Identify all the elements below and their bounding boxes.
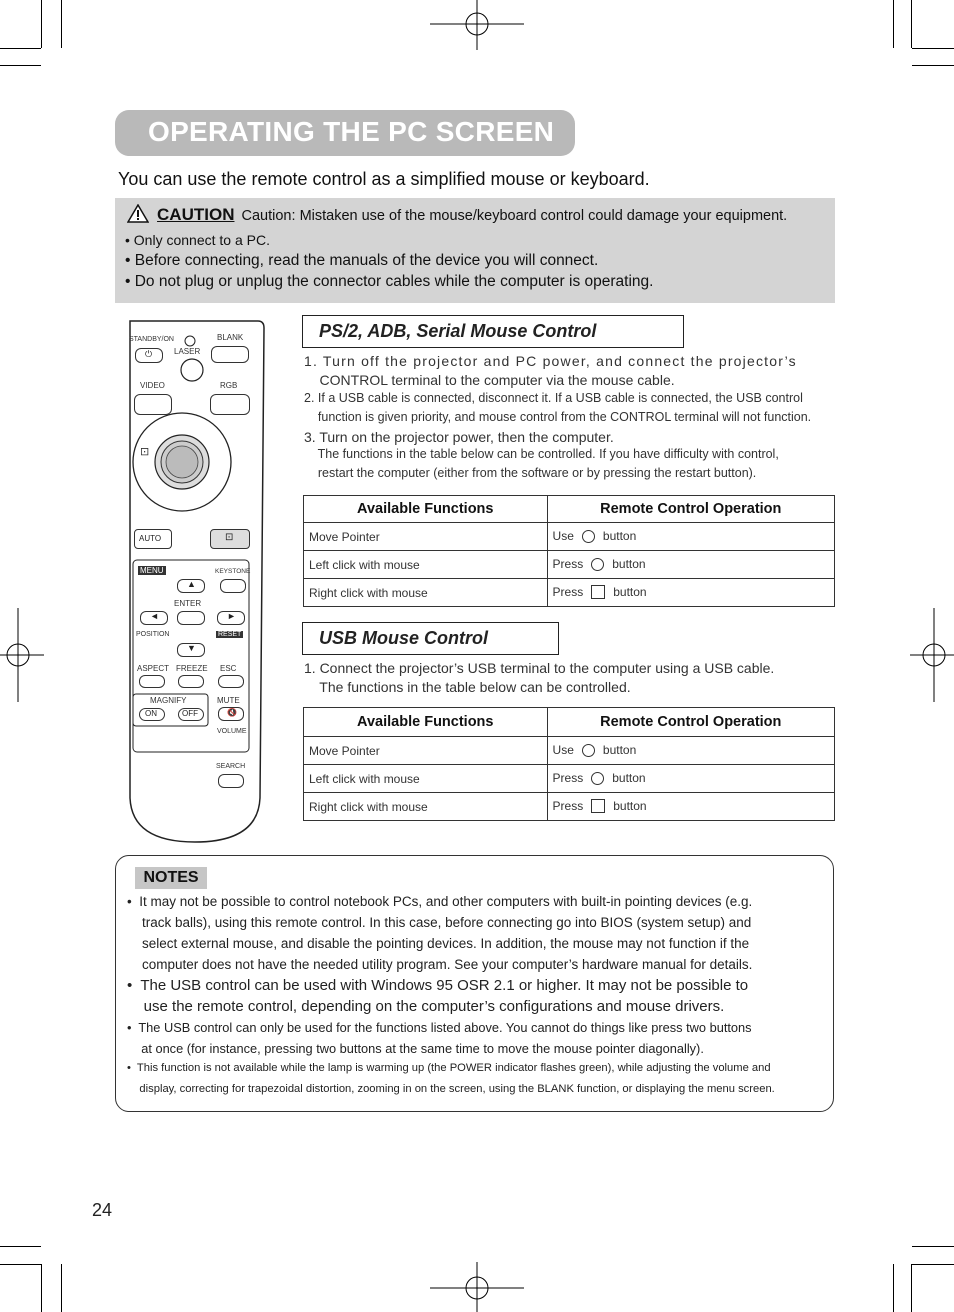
right-button[interactable] <box>217 611 245 625</box>
function-cell: Left click with mouse <box>304 765 548 793</box>
registration-mark-top <box>430 0 524 50</box>
auto-label: AUTO <box>139 534 162 543</box>
operation-suffix: button <box>613 585 647 600</box>
caution-heading: Caution: <box>241 208 296 224</box>
right-click-icon <box>591 799 605 813</box>
operation-suffix: button <box>602 529 637 544</box>
up-button[interactable] <box>177 579 205 593</box>
position-label: POSITION <box>136 631 170 638</box>
function-cell: Move Pointer <box>304 523 548 551</box>
mouse-joystick-icon <box>582 530 595 543</box>
video-label: VIDEO <box>140 381 165 390</box>
operation-suffix: button <box>602 743 637 758</box>
aspect-button[interactable] <box>139 675 165 688</box>
note-line: select external mouse, and disable the pointing devices. In addition, the mouse may not function if the <box>127 936 750 951</box>
esc-button[interactable] <box>218 675 244 688</box>
operation-verb: Use <box>552 529 574 544</box>
table-header: Available Functions <box>304 496 548 523</box>
operation-suffix: button <box>612 771 646 786</box>
triangle-down-icon: ▼ <box>187 643 196 653</box>
operation-suffix: button <box>613 799 647 814</box>
mouse-right-button[interactable] <box>210 529 250 549</box>
warning-triangle-icon <box>127 204 149 223</box>
operation-verb: Press <box>552 557 584 572</box>
left-button[interactable] <box>140 611 168 625</box>
caution-item: • Do not plug or unplug the connector cables while the computer is operating. <box>125 273 654 290</box>
function-cell: Right click with mouse <box>304 579 548 607</box>
mute-button[interactable] <box>218 707 244 721</box>
blank-button[interactable] <box>211 346 249 363</box>
page-number: 24 <box>92 1200 113 1220</box>
mouse-side-icon: ⊡ <box>140 446 150 458</box>
standby-button[interactable] <box>135 348 163 363</box>
magnify-on-button[interactable] <box>139 708 165 721</box>
search-label: SEARCH <box>216 763 246 770</box>
table-row <box>304 551 835 579</box>
usb-step-line: 1. Connect the projector’s USB terminal to the computer using a USB cable. <box>304 660 775 676</box>
usb-step-line: The functions in the table below can be controlled. <box>304 679 631 695</box>
note-line: computer does not have the needed utility program. See your computer’s hardware manual for details. <box>127 957 753 972</box>
note-line: • This function is not available while the lamp is warming up (the POWER indicator flashes green), while adjusting the volume and <box>127 1062 771 1074</box>
remote-control-illustration <box>120 318 270 846</box>
function-cell: Right click with mouse <box>304 793 548 821</box>
usb-section-heading: USB Mouse Control <box>302 622 559 655</box>
table-header: Remote Control Operation <box>547 708 834 737</box>
table-row <box>304 793 835 821</box>
mute-label: MUTE <box>217 696 240 705</box>
ps2-step-line: The functions in the table below can be controlled. If you have difficulty with control, <box>304 447 779 461</box>
video-button[interactable] <box>134 394 172 415</box>
usb-function-table <box>303 707 835 821</box>
esc-label: ESC <box>220 664 237 673</box>
ps2-section-heading: PS/2, ADB, Serial Mouse Control <box>302 315 684 348</box>
reset-label: RESET <box>218 631 242 638</box>
operation-cell <box>547 523 834 551</box>
ps2-step-line: restart the computer (either from the software or by pressing the restart button). <box>304 466 757 480</box>
triangle-right-icon: ► <box>227 611 236 621</box>
caution-text: Mistaken use of the mouse/keyboard control could damage your equipment. <box>299 208 788 224</box>
mouse-icon: ⊡ <box>225 532 234 543</box>
operation-cell <box>547 793 834 821</box>
operation-cell <box>547 551 834 579</box>
operation-verb: Press <box>552 771 584 786</box>
operation-verb: Use <box>552 743 574 758</box>
power-icon: ⏻ <box>145 349 153 359</box>
note-line: • The USB control can be used with Windows 95 OSR 2.1 or higher. It may not be possible to <box>127 977 749 994</box>
right-click-icon <box>591 585 605 599</box>
ps2-step-line: 1. Turn off the projector and PC power, and connect the projector’s <box>304 353 797 369</box>
left-click-icon <box>591 558 604 571</box>
freeze-button[interactable] <box>178 675 204 688</box>
volume-label: VOLUME <box>217 728 247 735</box>
ps2-step-line: function is given priority, and mouse control from the CONTROL terminal will not function. <box>304 410 812 424</box>
table-row <box>304 765 835 793</box>
note-line: track balls), using this remote control. In this case, before connecting go into BIOS (system setup) and <box>127 915 752 930</box>
note-line: at once (for instance, pressing two buttons at the same time to move the mouse pointer diagonally). <box>127 1041 704 1056</box>
operation-cell <box>547 765 834 793</box>
blank-label: BLANK <box>217 333 244 342</box>
mouse-joystick-icon <box>582 744 595 757</box>
rgb-button[interactable] <box>210 394 250 415</box>
ps2-step-line: 2. If a USB cable is connected, disconnect it. If a USB cable is connected, the USB control <box>304 391 803 405</box>
function-cell: Left click with mouse <box>304 551 548 579</box>
enter-label: ENTER <box>174 599 202 608</box>
operation-cell <box>547 737 834 765</box>
note-line: display, correcting for trapezoidal distortion, zooming in on the screen, using the BLANK function, or displaying the menu screen. <box>127 1083 775 1095</box>
ps2-step-line: 3. Turn on the projector power, then the computer. <box>304 429 614 445</box>
note-line: • It may not be possible to control notebook PCs, and other computers with built-in pointing devices (e.g. <box>127 894 753 909</box>
notes-label: NOTES <box>135 867 207 889</box>
on-label: ON <box>145 709 157 718</box>
left-click-icon <box>591 772 604 785</box>
operation-verb: Press <box>552 799 584 814</box>
registration-mark-left <box>0 608 44 702</box>
auto-button[interactable] <box>134 529 172 549</box>
function-cell: Move Pointer <box>304 737 548 765</box>
table-header: Available Functions <box>304 708 548 737</box>
ps2-step-line: CONTROL terminal to the computer via the mouse cable. <box>304 372 675 388</box>
keystone-label: KEYSTONE <box>215 568 251 575</box>
note-line: • The USB control can only be used for the functions listed above. You cannot do things like press two buttons <box>127 1020 752 1035</box>
table-header: Remote Control Operation <box>547 496 834 523</box>
caution-item: • Before connecting, read the manuals of the device you will connect. <box>125 252 599 269</box>
rgb-label: RGB <box>220 381 238 390</box>
caution-label: CAUTION <box>157 205 235 224</box>
operation-cell <box>547 579 834 607</box>
aspect-label: ASPECT <box>137 664 170 673</box>
note-line: use the remote control, depending on the computer’s configurations and mouse drivers. <box>127 998 725 1015</box>
ps2-function-table <box>303 495 835 607</box>
off-label: OFF <box>182 709 198 718</box>
table-row <box>304 737 835 765</box>
laser-label: LASER <box>174 347 201 356</box>
speaker-mute-icon: 🔇 <box>227 708 237 717</box>
operation-verb: Press <box>552 585 584 600</box>
enter-button[interactable] <box>177 611 205 625</box>
standby-label: STANDBY/ON <box>129 336 174 343</box>
magnify-label: MAGNIFY <box>150 696 187 705</box>
page-title: OPERATING THE PC SCREEN <box>148 116 555 147</box>
freeze-label: FREEZE <box>176 664 208 673</box>
caution-box <box>115 198 835 303</box>
table-row <box>304 523 835 551</box>
menu-label: MENU <box>140 566 164 575</box>
triangle-left-icon: ◄ <box>150 611 159 621</box>
triangle-up-icon: ▲ <box>187 579 196 589</box>
table-row <box>304 579 835 607</box>
page-subtitle: You can use the remote control as a simplified mouse or keyboard. <box>118 169 650 189</box>
registration-mark-right <box>910 608 954 702</box>
magnify-off-button[interactable] <box>178 708 204 721</box>
operation-suffix: button <box>612 557 646 572</box>
caution-header <box>127 204 787 225</box>
down-button[interactable] <box>177 643 205 657</box>
search-button[interactable] <box>218 774 244 788</box>
caution-item: • Only connect to a PC. <box>125 232 270 248</box>
registration-mark-bottom <box>430 1262 524 1312</box>
keystone-button[interactable] <box>220 579 246 593</box>
